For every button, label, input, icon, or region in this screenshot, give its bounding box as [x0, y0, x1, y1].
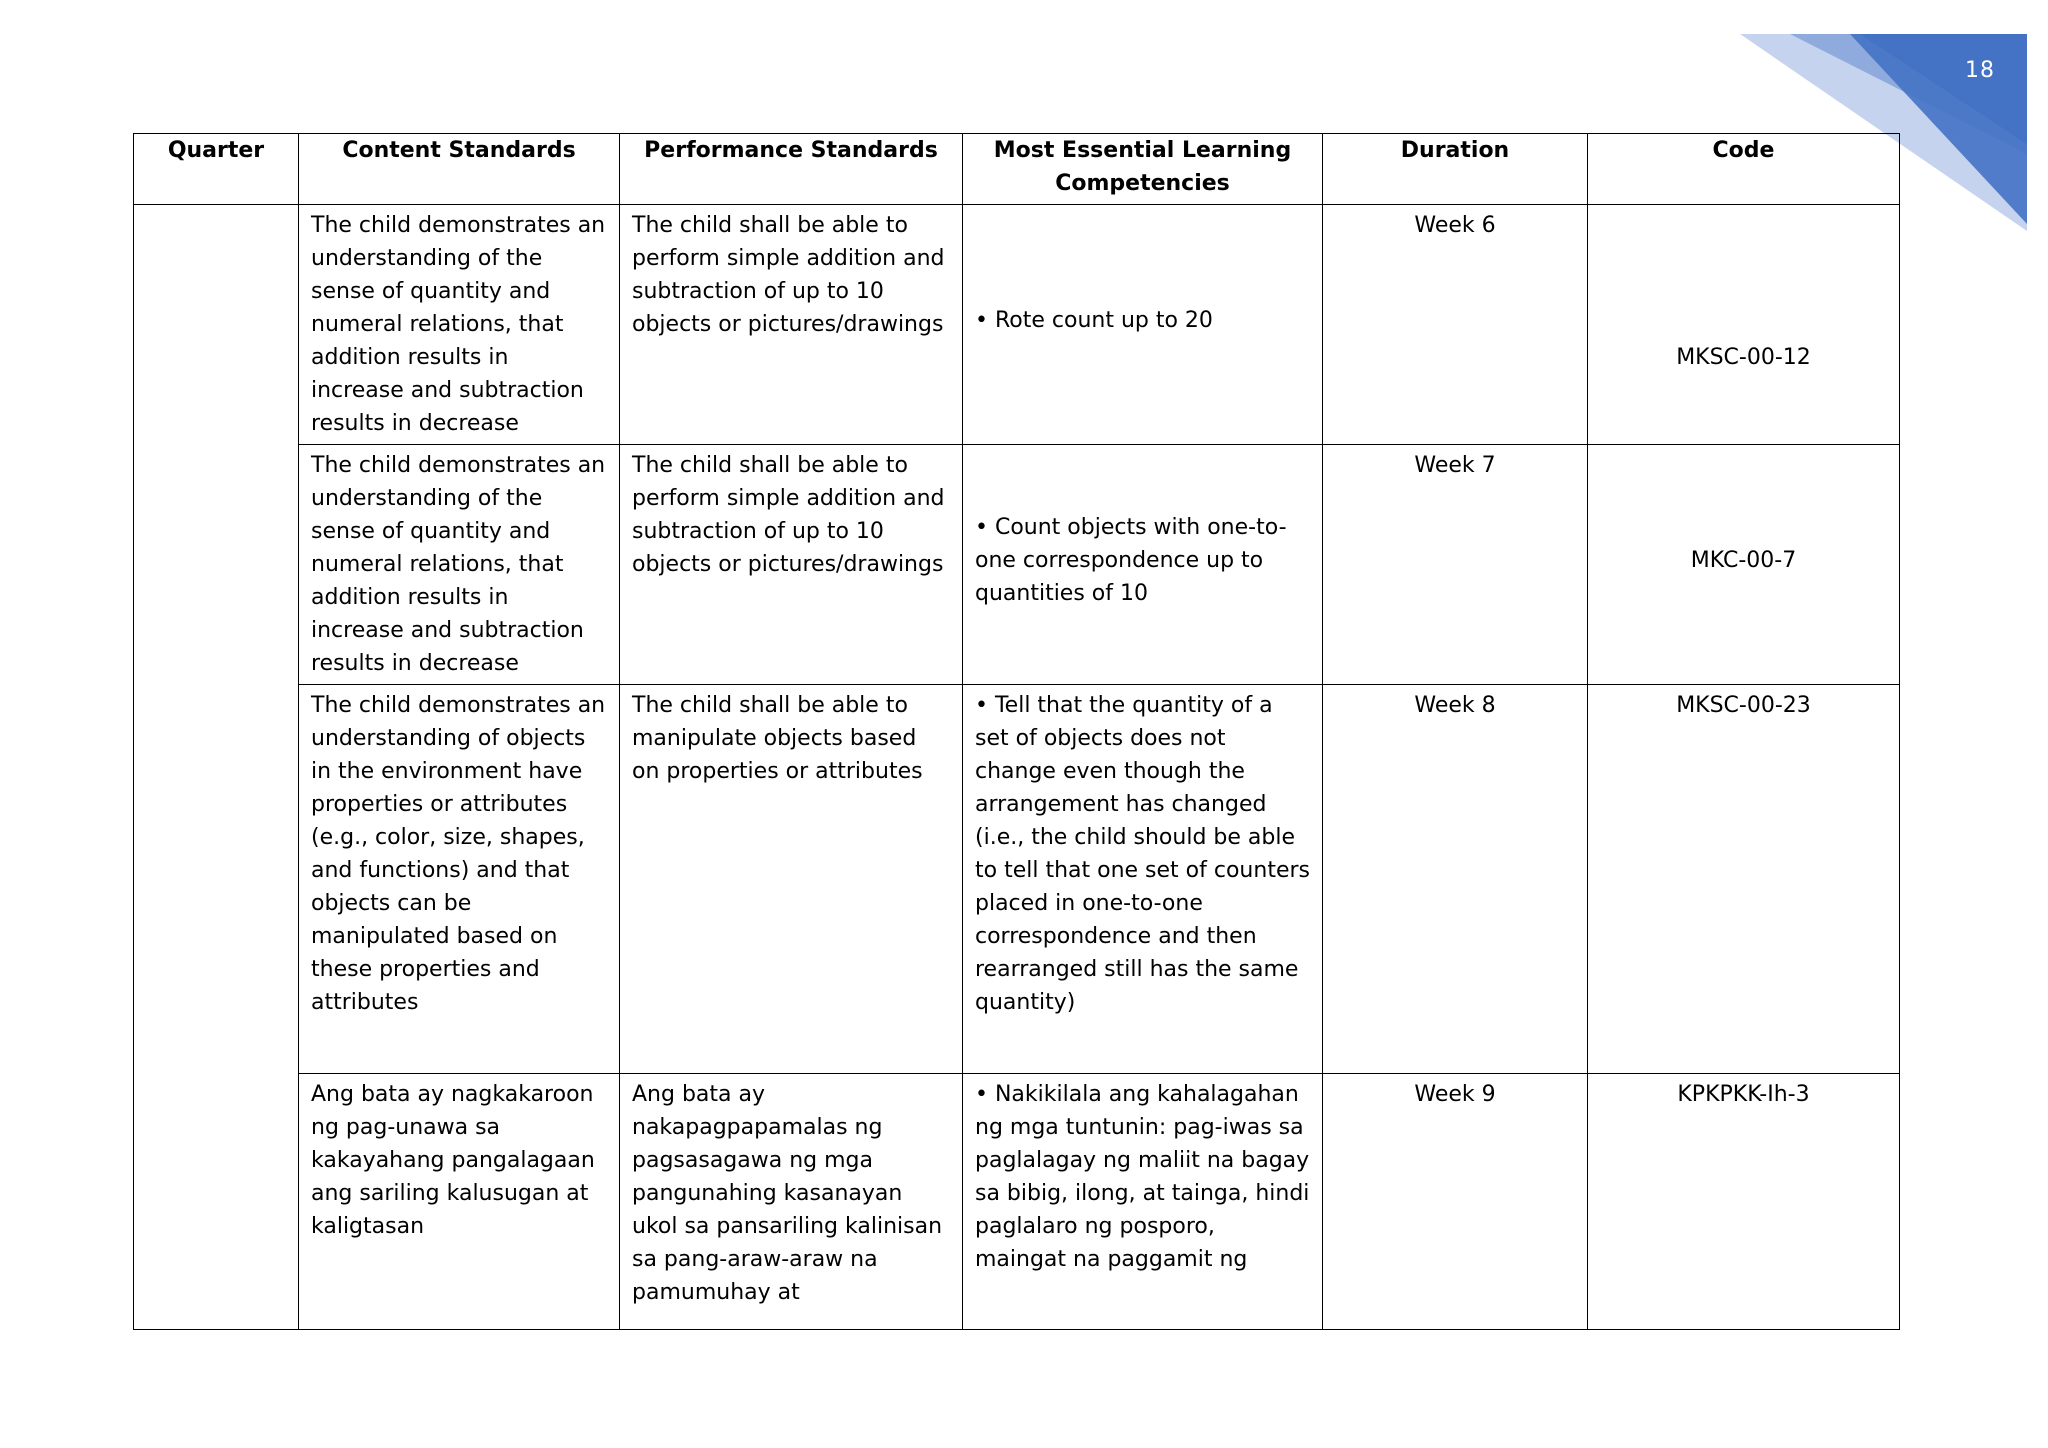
code-text: MKSC-00-12 — [1676, 345, 1811, 370]
code-text: MKC-00-7 — [1690, 548, 1797, 573]
performance-standard-cell: The child shall be able to manipulate objects based on properties or attributes — [620, 685, 963, 1074]
duration-cell: Week 9 — [1323, 1074, 1588, 1330]
content-standard-cell: The child demonstrates an understanding of the sense of quantity and numeral relations, that addition results in increase and subtraction results in decrease — [299, 205, 620, 445]
table-row — [134, 1074, 1900, 1330]
competency-text: • Rote count up to 20 — [975, 308, 1213, 333]
performance-standard-cell: The child shall be able to perform simple addition and subtraction of up to 10 objects or pictures/drawings — [620, 205, 963, 445]
content-standard-cell: The child demonstrates an understanding of the sense of quantity and numeral relations, that addition results in increase and subtraction results in decrease — [299, 445, 620, 685]
header-duration: Duration — [1323, 134, 1588, 205]
content-standard-cell: Ang bata ay nagkakaroon ng pag-unawa sa kakayahang pangalagaan ang sariling kalusugan at kaligtasan — [299, 1074, 620, 1330]
code-cell — [1588, 445, 1900, 685]
header-content-standards: Content Standards — [299, 134, 620, 205]
performance-standard-cell: Ang bata ay nakapagpapamalas ng pagsasagawa ng mga pangunahing kasanayan ukol sa pansariling kalinisan sa pang-araw-araw na pamumuhay at — [620, 1074, 963, 1330]
code-cell: MKSC-00-23 — [1588, 685, 1900, 1074]
header-quarter: Quarter — [134, 134, 299, 205]
table-row — [134, 445, 1900, 685]
duration-cell: Week 8 — [1323, 685, 1588, 1074]
quarter-cell — [134, 205, 299, 1330]
performance-standard-cell: The child shall be able to perform simple addition and subtraction of up to 10 objects or pictures/drawings — [620, 445, 963, 685]
curriculum-table — [133, 133, 1900, 1330]
header-performance-standards: Performance Standards — [620, 134, 963, 205]
competency-cell: • Nakikilala ang kahalagahan ng mga tuntunin: pag-iwas sa paglalagay ng maliit na bagay sa bibig, ilong, at tainga, hindi paglalaro ng posporo, maingat na paggamit ng — [963, 1074, 1323, 1330]
code-cell: KPKPKK-Ih-3 — [1588, 1074, 1900, 1330]
code-cell — [1588, 205, 1900, 445]
competency-cell: • Tell that the quantity of a set of objects does not change even though the arrangement has changed (i.e., the child should be able to tell that one set of counters placed in one-to-one correspondence and then rearranged still has the same quantity) — [963, 685, 1323, 1074]
competency-cell — [963, 205, 1323, 445]
duration-cell: Week 6 — [1323, 205, 1588, 445]
header-competencies: Most Essential Learning Competencies — [963, 134, 1323, 205]
header-code: Code — [1588, 134, 1900, 205]
table-header-row — [134, 134, 1900, 205]
competency-text: • Count objects with one-to-one correspondence up to quantities of 10 — [975, 515, 1287, 606]
duration-cell: Week 7 — [1323, 445, 1588, 685]
table-row — [134, 685, 1900, 1074]
table-row — [134, 205, 1900, 445]
competency-cell — [963, 445, 1323, 685]
page-number: 18 — [1965, 58, 1995, 83]
content-standard-cell: The child demonstrates an understanding of objects in the environment have properties or attributes (e.g., color, size, shapes, and functions) and that objects can be manipulated based on these properties and attributes — [299, 685, 620, 1074]
